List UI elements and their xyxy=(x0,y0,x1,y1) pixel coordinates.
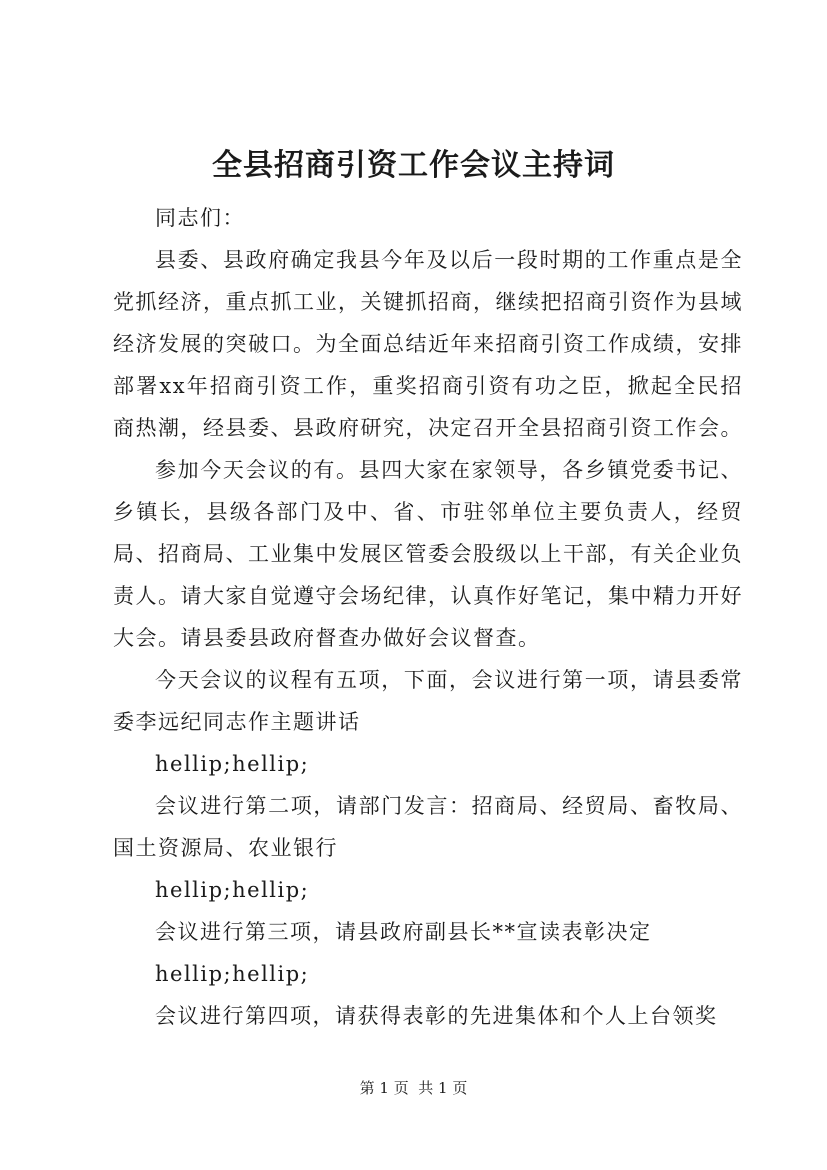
paragraph-agenda-item-3: 会议进行第三项，请县政府副县长**宣读表彰决定 xyxy=(155,920,652,944)
paragraph-ellipsis: hellip;hellip; xyxy=(155,962,310,986)
paragraph-attendees: 参加今天会议的有。县四大家在家领导，各乡镇党委书记、乡镇长，县级各部门及中、省、市驻邻单位主要负责人，经贸局、招商局、工业集中发展区管委会股级以上干部，有关企业负责人。请大家自觉遵守会场纪律，认真作好笔记，集中精力开好大会。请县委县政府督查办做好会议督查。 xyxy=(113,458,743,650)
paragraph-ellipsis: hellip;hellip; xyxy=(155,878,310,902)
paragraph-agenda-item-1: 今天会议的议程有五项，下面，会议进行第一项，请县委常委李远纪同志作主题讲话 xyxy=(113,668,743,734)
page-footer xyxy=(0,1078,827,1098)
paragraph-agenda-item-4: 会议进行第四项，请获得表彰的先进集体和个人上台领奖 xyxy=(155,1004,718,1028)
paragraph-greeting: 同志们： xyxy=(155,206,245,230)
paragraph-ellipsis: hellip;hellip; xyxy=(155,752,310,776)
page-number: 第 1 页 共 1 页 xyxy=(359,1079,468,1097)
paragraph-intro: 县委、县政府确定我县今年及以后一段时期的工作重点是全党抓经济，重点抓工业，关键抓招商，继续把招商引资作为县域经济发展的突破口。为全面总结近年来招商引资工作成绩，安排部署xx年招商引资工作，重奖招商引资有功之臣，掀起全民招商热潮，经县委、县政府研究，决定召开全县招商引资工作会。 xyxy=(113,248,743,440)
document-body xyxy=(113,197,743,1037)
document-title: 全县招商引资工作会议主持词 xyxy=(212,148,615,183)
paragraph-agenda-item-2: 会议进行第二项，请部门发言：招商局、经贸局、畜牧局、国土资源局、农业银行 xyxy=(113,794,743,860)
